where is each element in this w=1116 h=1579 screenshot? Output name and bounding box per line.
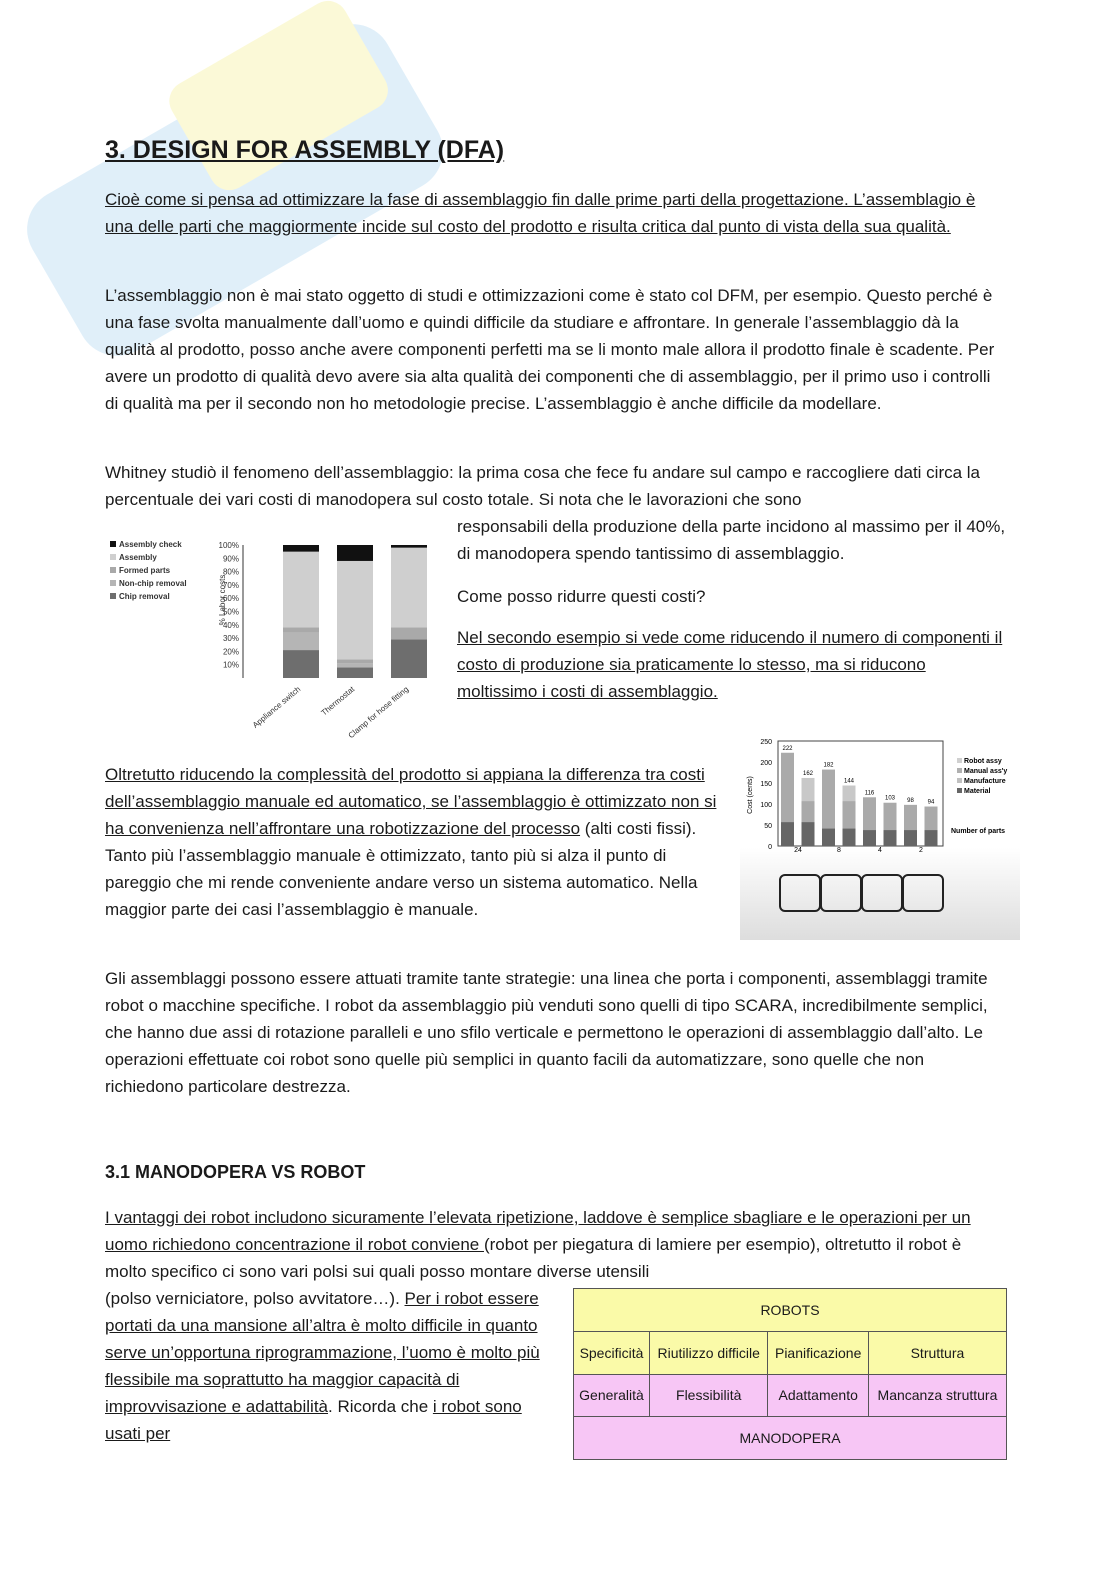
legend-swatch	[957, 768, 962, 773]
legend-label: Formed parts	[119, 566, 171, 575]
assembly-drawing	[821, 875, 861, 911]
y-tick-label: 80%	[222, 567, 239, 577]
labor-cost-chart	[105, 530, 440, 740]
legend-swatch	[110, 580, 116, 586]
bar-segment	[802, 822, 815, 846]
robot-vs-manodopera-table	[573, 1288, 1007, 1460]
bar-segment	[283, 552, 319, 628]
bar-segment	[391, 639, 427, 678]
y-tick-label: 0	[768, 844, 772, 851]
y-tick-label: 200	[760, 760, 772, 767]
bar-segment	[904, 805, 917, 830]
y-tick-label: 70%	[222, 580, 239, 590]
cell: Mancanza struttura	[868, 1374, 1006, 1417]
data-label: 116	[864, 790, 875, 797]
y-tick-label: 40%	[222, 620, 239, 630]
assembly-drawing	[862, 875, 902, 911]
paragraph: Gli assemblaggi possono essere attuati tramite tante strategie: una linea che porta i componenti, assemblaggi tramite robot o macchine specifiche. I robot da assemblaggio più venduti sono quelli di tipo SCARA, incredibilmente semplici, che hanno due assi di rotazione paralleli e uno sfilo verticale e permettono le operazioni di assemblaggio dall’alto. Le operazioni effettuate coi robot sono quelle più semplici in quanto facili da automatizzare, sono quelle che non richiedono particolare destrezza.	[105, 969, 988, 1096]
y-tick-label: 50%	[222, 607, 239, 617]
bar-segment	[843, 828, 856, 846]
bar-segment	[283, 545, 319, 552]
legend-label: Assembly check	[119, 540, 182, 549]
data-label: 103	[884, 795, 896, 802]
paragraph	[105, 761, 717, 923]
bar-segment	[843, 786, 856, 802]
bar-segment	[283, 650, 319, 678]
x-tick-label: Appliance switch	[250, 684, 303, 730]
cell: Struttura	[868, 1331, 1006, 1374]
subsection-title: 3.1 MANODOPERA VS ROBOT	[105, 1162, 366, 1182]
legend-swatch	[957, 788, 962, 793]
legend-swatch	[110, 567, 116, 573]
y-tick-label: 10%	[222, 660, 239, 670]
bar-segment	[822, 770, 835, 829]
legend-label: Non-chip removal	[119, 579, 187, 588]
parts-label: Number of parts	[951, 828, 1006, 835]
y-axis-label: Cost (cents)	[747, 776, 754, 814]
bar-segment	[925, 807, 938, 831]
cost-vs-parts-chart	[740, 735, 1020, 940]
legend-label: Assembly	[119, 553, 157, 562]
legend-swatch	[110, 541, 116, 547]
y-tick-label: 60%	[222, 594, 239, 604]
bar-segment	[283, 627, 319, 632]
intro-paragraph: Cioè come si pensa ad ottimizzare la fase di assemblaggio fin dalle prime parti della progettazione. L’assemblagio è una delle parti che maggiormente incide sul costo del prodotto e risulta critica dal punto di vista della sua qualità.	[105, 190, 976, 236]
legend-swatch	[110, 593, 116, 599]
bar-segment	[925, 830, 938, 846]
paragraph: L’assemblaggio non è mai stato oggetto di studi e ottimizzazioni come è stato col DFM, per esempio. Questo perché è una fase svolta manualmente dall’uomo e quindi difficile da studiare e affrontare. In generale l’assemblaggio dà la qualità al prodotto, posso anche avere componenti perfetti ma se li monto male allora il prodotto finale è scadente. Per avere un prodotto di qualità devo avere sia alta qualità dei componenti che di assemblaggio, per il primo uso i controlli di qualità ma per il secondo non ho metodologie precise. L’assemblaggio è anche difficile da modellare.	[105, 286, 995, 413]
y-tick-label: 30%	[222, 634, 239, 644]
bar-segment	[863, 797, 876, 830]
underlined-text: i robot sono usati per	[105, 1397, 522, 1443]
legend-label: Robot assy	[964, 758, 1002, 765]
data-label: 162	[802, 770, 814, 777]
bar-segment	[391, 548, 427, 628]
bar-segment	[884, 803, 897, 830]
underlined-text: I vantaggi dei robot includono sicuramente l’elevata ripetizione, laddove è semplice sbagliare e le operazioni per un uomo richiedono concentrazione il robot conviene	[105, 1208, 971, 1254]
parts-count: 2	[919, 847, 923, 854]
text: (alti costi fissi). Tanto più l’assemblaggio manuale è ottimizzato, tanto più si alza il punto di pareggio che mi rende conveniente andare verso un sistema automatico. Nella maggior parte dei casi l’assemblaggio è manuale.	[105, 819, 698, 919]
paragraph: Whitney studiò il fenomeno dell’assemblaggio: la prima cosa che fece fu andare sul campo e raccogliere dati circa la percentuale dei vari costi di manodopera sul costo totale. Si nota che le lavorazioni che sono	[105, 463, 981, 509]
cell: Flessibilità	[649, 1374, 768, 1417]
legend-label: Chip removal	[119, 592, 170, 601]
bar-segment	[802, 778, 815, 801]
text: (polso verniciatore, polso avvitatore…).	[105, 1289, 405, 1308]
bar-segment	[843, 801, 856, 828]
bar-segment	[904, 830, 917, 846]
section-title: 3. DESIGN FOR ASSEMBLY (DFA)	[105, 136, 505, 164]
cell: Pianificazione	[768, 1331, 868, 1374]
bar-segment	[781, 753, 794, 822]
text: (robot per piegatura di lamiere per esempio), oltretutto il robot è molto specifico ci sono vari polsi sui quali posso montare diverse utensili	[105, 1235, 962, 1281]
data-label: 144	[843, 778, 855, 785]
legend-label: Manual ass'y	[964, 768, 1008, 775]
data-label: 182	[823, 762, 834, 769]
bar-segment	[337, 545, 373, 561]
bar-segment	[283, 633, 319, 650]
paragraph	[105, 1204, 995, 1285]
y-tick-label: 50	[764, 823, 772, 830]
y-tick-label: 150	[760, 781, 772, 788]
legend-swatch	[110, 554, 116, 560]
data-label: 98	[907, 797, 914, 804]
bar-segment	[337, 663, 373, 667]
x-tick-label: Clamp for hose fitting	[346, 684, 411, 740]
data-label: 94	[927, 799, 935, 806]
legend-swatch	[957, 778, 962, 783]
y-tick-label: 100	[760, 802, 772, 809]
assembly-drawing	[903, 875, 943, 911]
y-tick-label: 100%	[218, 541, 239, 550]
parts-count: 4	[878, 847, 882, 854]
y-tick-label: 250	[760, 739, 772, 746]
paragraph: Come posso ridurre questi costi?	[457, 587, 706, 606]
data-label: 222	[782, 745, 793, 752]
cell: Riutilizzo difficile	[649, 1331, 768, 1374]
bar-segment	[337, 667, 373, 678]
robots-header: ROBOTS	[574, 1289, 1007, 1332]
bar-segment	[884, 830, 897, 846]
text: . Ricorda che	[328, 1397, 433, 1416]
assembly-drawing	[780, 875, 820, 911]
legend-label: Manufacture	[964, 778, 1006, 785]
cell: Adattamento	[768, 1374, 868, 1417]
paragraph: responsabili della produzione della parte incidono al massimo per il 40%, di manodopera spendo tantissimo di assemblaggio.	[457, 517, 1006, 563]
manodopera-header: MANODOPERA	[574, 1417, 1007, 1460]
underlined-text: Oltretutto riducendo la complessità del prodotto si appiana la differenza tra costi dell’assemblaggio manuale ed automatico, se l’assemblaggio è ottimizzato non si ha convenienza nell’affrontare una robotizzazione del processo	[105, 765, 717, 838]
legend-label: Material	[964, 788, 991, 795]
bar-segment	[391, 545, 427, 548]
parts-count: 8	[837, 847, 841, 854]
y-tick-label: 20%	[222, 647, 239, 657]
y-tick-label: 90%	[222, 554, 239, 564]
parts-count: 24	[794, 847, 802, 854]
bar-segment	[802, 801, 815, 822]
paragraph	[105, 1285, 555, 1447]
bar-segment	[337, 561, 373, 659]
y-axis-label: % Labor costs	[218, 574, 227, 626]
underlined-text: Per i robot essere portati da una mansione all’altra è molto difficile in quanto serve un’opportuna riprogrammazione, l’uomo è molto più flessibile ma soprattutto ha maggior capacità di improvvisazione e adattabilità	[105, 1289, 540, 1416]
bar-segment	[822, 828, 835, 846]
bar-segment	[391, 627, 427, 639]
bar-segment	[781, 822, 794, 846]
cell: Generalità	[574, 1374, 650, 1417]
legend-swatch	[957, 758, 962, 763]
bar-segment	[337, 659, 373, 663]
x-tick-label: Thermostat	[319, 684, 357, 718]
cell: Specificità	[574, 1331, 650, 1374]
paragraph: Nel secondo esempio si vede come riducendo il numero di componenti il costo di produzione sia praticamente lo stesso, ma si riducono moltissimo i costi di assemblaggio.	[457, 628, 1003, 701]
bar-segment	[863, 830, 876, 846]
